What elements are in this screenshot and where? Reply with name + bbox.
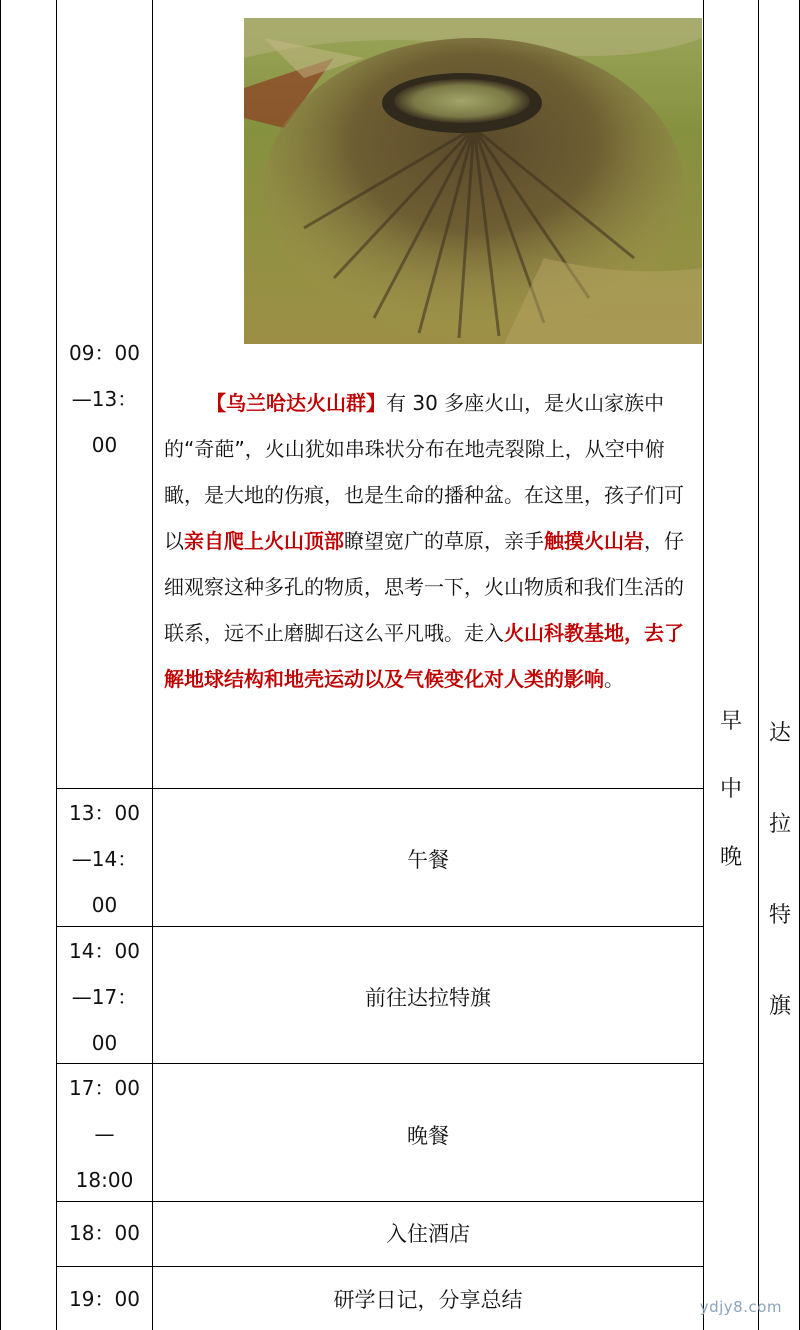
activity-cell: 入住酒店 bbox=[386, 1222, 470, 1246]
lodging-char: 旗 bbox=[768, 994, 791, 1019]
time-line: 14：00 bbox=[69, 939, 140, 963]
lodging-char: 拉 bbox=[768, 812, 791, 837]
meal-char: 中 bbox=[719, 777, 742, 802]
meals-cell bbox=[715, 688, 747, 892]
activity-cell: 研学日记，分享总结 bbox=[333, 1288, 523, 1312]
time-line: 17：00 bbox=[69, 1076, 140, 1100]
highlight-touch-rock: 触摸火山岩 bbox=[544, 529, 644, 553]
description-text: 瞭望宽广的草原，亲手 bbox=[344, 529, 544, 553]
highlight-earth-structure: 去了解地球结构和地壳运动以及气候变化对人类的影响 bbox=[164, 621, 684, 691]
time-line: 13：00 bbox=[69, 801, 140, 825]
time-cell bbox=[57, 1218, 152, 1248]
lodging-char: 特 bbox=[768, 903, 791, 928]
activity-cell: 前往达拉特旗 bbox=[365, 986, 491, 1010]
meal-char: 晚 bbox=[719, 845, 742, 870]
time-cell bbox=[57, 928, 152, 1066]
time-line: 00 bbox=[91, 433, 118, 457]
activity-cell: 午餐 bbox=[407, 848, 449, 872]
time-cell bbox=[57, 1065, 152, 1203]
row-divider bbox=[56, 1266, 704, 1267]
watermark: ydjy8.com bbox=[699, 1298, 782, 1316]
time-line: 19：00 bbox=[69, 1287, 140, 1311]
time-line: 18：00 bbox=[69, 1221, 140, 1245]
time-line: —13： bbox=[71, 387, 138, 411]
time-line: 18:00 bbox=[75, 1168, 134, 1192]
activity-cell: 晚餐 bbox=[407, 1124, 449, 1148]
description-text: 。 bbox=[604, 667, 624, 691]
highlight-climb-summit: 亲自爬上火山顶部 bbox=[184, 529, 344, 553]
volcano-crater-photo bbox=[244, 18, 702, 344]
lodging-char: 达 bbox=[768, 721, 791, 746]
time-line: 09：00 bbox=[69, 341, 140, 365]
row-divider bbox=[56, 1201, 704, 1202]
row-divider bbox=[56, 788, 704, 789]
table-col-divider-2 bbox=[152, 0, 153, 1330]
table-col-divider-4 bbox=[758, 0, 759, 1330]
row-divider bbox=[56, 1063, 704, 1064]
highlight-science-base: 火山科教基地 bbox=[504, 621, 624, 645]
time-line: 00 bbox=[91, 1031, 118, 1055]
time-line: —17： bbox=[71, 985, 138, 1009]
attraction-description bbox=[164, 380, 696, 702]
time-line: — bbox=[94, 1122, 115, 1146]
time-line: —14： bbox=[71, 847, 138, 871]
time-cell bbox=[57, 330, 152, 468]
table-col-divider-3 bbox=[703, 0, 704, 1330]
time-cell bbox=[57, 790, 152, 928]
row-divider bbox=[56, 926, 704, 927]
time-cell bbox=[57, 1284, 152, 1314]
lodging-cell bbox=[764, 688, 796, 1052]
time-line: 00 bbox=[91, 893, 118, 917]
meal-char: 早 bbox=[719, 709, 742, 734]
description-text: ， bbox=[624, 621, 644, 645]
description-text: 有 30 多座火山，是火山家族中的“奇葩”，火山犹如串珠状分布在地壳裂隙上，从空中俯瞰，是大地的伤痕，也是生命的播种盆。在这里，孩子们可以 bbox=[164, 391, 684, 553]
attraction-name: 【乌兰哈达火山群】 bbox=[206, 391, 386, 415]
description-text: ，仔细观察这种多孔的物质，思考一下，火山物质和我们生活的联系，远不止磨脚石这么平凡哦。走入 bbox=[164, 529, 684, 645]
table-border-left bbox=[0, 0, 1, 1330]
